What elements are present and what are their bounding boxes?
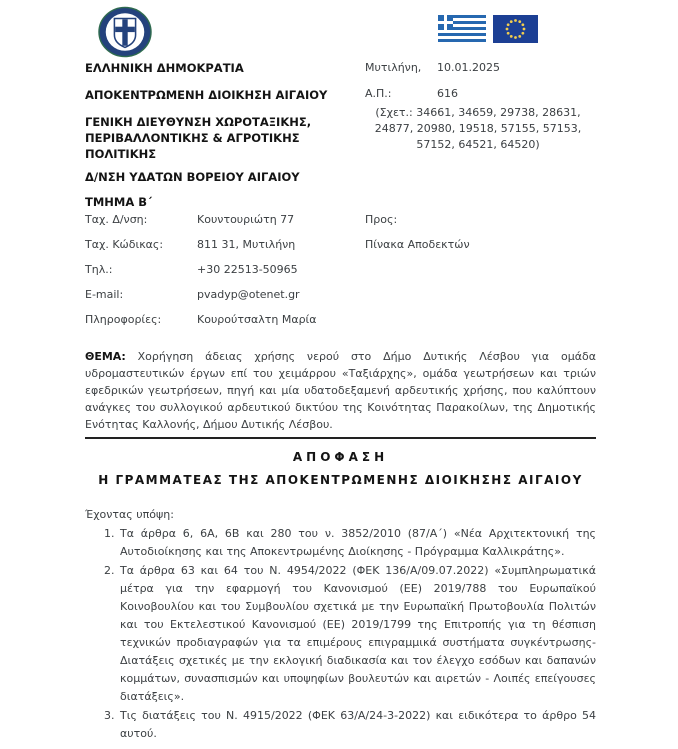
- contact-row-phone: [85, 262, 355, 278]
- org-line-water-directorate: Δ/ΝΣΗ ΥΔΑΤΩΝ ΒΟΡΕΙΟΥ ΑΙΓΑΙΟΥ: [85, 170, 300, 184]
- greek-coat-of-arms-icon: [96, 6, 154, 58]
- subject-text: Χορήγηση άδειας χρήσης νερού στο Δήμο Δυτικής Λέσβου για ομάδα υδρομαστευτικών έργων επί του χειμάρρου «Ταξιάρχης», ομάδα γεωτρήσεων και τριών εφεδρικών γεωτρήσεων, πηγή και μία υδατοδεξαμενή αρδευτικής χρήσης, που καλύπτουν ανάγκες του συλλογικού αρδευτικού δικτύου της Κοινότητας Παρακοίλων, της Δημοτικής Ενότητας Καλλονής, Δήμου Δυτικής Λέσβου.: [85, 350, 596, 431]
- date-value: 10.01.2025: [437, 61, 500, 74]
- greece-flag-icon: [438, 15, 486, 42]
- contact-row-postcode: [85, 237, 355, 253]
- information-label: Πληροφορίες:: [85, 313, 162, 326]
- agency-header: [85, 60, 347, 221]
- place-label: Μυτιλήνη,: [365, 61, 422, 74]
- phone-label: Τηλ.:: [85, 263, 113, 276]
- email-label: E-mail:: [85, 288, 124, 301]
- flags-group: [438, 15, 538, 43]
- considering-item-2: 2. Τα άρθρα 63 και 64 του Ν. 4954/2022 (ΦΕΚ 136/Α/09.07.2022) «Συμπληρωματικά μέτρα για την εφαρμογή του Κανονισμού (ΕΕ) 2019/788 του Ευρωπαϊκού Κοινοβουλίου και του Συμβουλίου σχετικά με την Ευρωπαϊκή Πρωτοβουλία Πολιτών και του Εκτελεστικού Κανονισμού (ΕΕ) 2019/1799 της Επιτροπής για τη θέσπιση τεχνικών προδιαγραφών για τα επιμέρους επιγραμμικά συστήματα συγκέντρωσης- Διατάξεις σχετικές με την εκλογική διαδικασία και τον έλεγχο εσόδων και δαπανών κομμάτων, συνασπισμών και υποψηφίων βουλευτών και αιρετών - Λοιπές επείγουσες διατάξεις».: [118, 562, 596, 706]
- contact-row-information: [85, 312, 355, 328]
- eu-flag-icon: [493, 15, 538, 43]
- org-line-republic: ΕΛΛΗΝΙΚΗ ΔΗΜΟΚΡΑΤΙΑ: [85, 61, 244, 75]
- protocol-block: [365, 60, 597, 153]
- information-value: Κουρούτσαλτη Μαρία: [197, 313, 317, 326]
- considering-intro: Έχοντας υπόψη:: [85, 508, 174, 521]
- considering-list: [85, 525, 596, 744]
- considering-item-3: 3. Τις διατάξεις του Ν. 4915/2022 (ΦΕΚ 63/Α/24-3-2022) και ειδικότερα το άρθρο 54 αυτού.: [118, 707, 596, 743]
- postcode-value: 811 31, Μυτιλήνη: [197, 238, 296, 251]
- decision-title: ΑΠΟΦΑΣΗ: [292, 450, 389, 464]
- address-value: Κουντουριώτη 77: [197, 213, 295, 226]
- protocol-row: [365, 86, 597, 102]
- contact-block: [85, 212, 355, 337]
- related-references: (Σχετ.: 34661, 34659, 29738, 28631, 24877, 20980, 19518, 57155, 57153, 57152, 64521, 64520): [374, 106, 582, 151]
- postcode-label: Ταχ. Κώδικας:: [85, 238, 164, 251]
- address-label: Ταχ. Δ/νση:: [85, 213, 148, 226]
- greek-coat-of-arms-svg: [96, 6, 154, 58]
- subject-label: ΘΕΜΑ:: [85, 350, 126, 363]
- org-line-administration: ΑΠΟΚΕΝΤΡΩΜΕΝΗ ΔΙΟΙΚΗΣΗ ΑΙΓΑΙΟΥ: [85, 88, 328, 102]
- date-row: [365, 60, 597, 76]
- email-value: pvadyp@otenet.gr: [197, 288, 300, 301]
- phone-value: +30 22513-50965: [197, 263, 298, 276]
- protocol-number: 616: [437, 87, 458, 100]
- protocol-label: Α.Π.:: [365, 87, 392, 100]
- contact-row-email: [85, 287, 355, 303]
- recipient-label: Προς:: [365, 213, 398, 226]
- org-line-directorate-general: ΓΕΝΙΚΗ ΔΙΕΥΘΥΝΣΗ ΧΩΡΟΤΑΞΙΚΗΣ, ΠΕΡΙΒΑΛΛΟΝΤΙΚΗΣ & ΑΓΡΟΤΙΚΗΣ ΠΟΛΙΤΙΚΗΣ: [85, 115, 312, 161]
- recipient-value: Πίνακα Αποδεκτών: [365, 238, 470, 251]
- contact-row-address: [85, 212, 355, 228]
- decision-subtitle: Η ΓΡΑΜΜΑΤΕΑΣ ΤΗΣ ΑΠΟΚΕΝΤΡΩΜΕΝΗΣ ΔΙΟΙΚΗΣΗΣ ΑΙΓΑΙΟΥ: [98, 473, 583, 487]
- recipient-block: [365, 212, 595, 262]
- considering-item-1: 1. Τα άρθρα 6, 6Α, 6Β και 280 του ν. 3852/2010 (87/Α΄) «Νέα Αρχιτεκτονική της Αυτοδιοίκησης και της Αποκεντρωμένης Διοίκησης - Πρόγραμμα Καλλικράτης».: [118, 525, 596, 561]
- org-line-department: ΤΜΗΜΑ Β΄: [85, 195, 153, 209]
- subject-paragraph: [85, 348, 596, 439]
